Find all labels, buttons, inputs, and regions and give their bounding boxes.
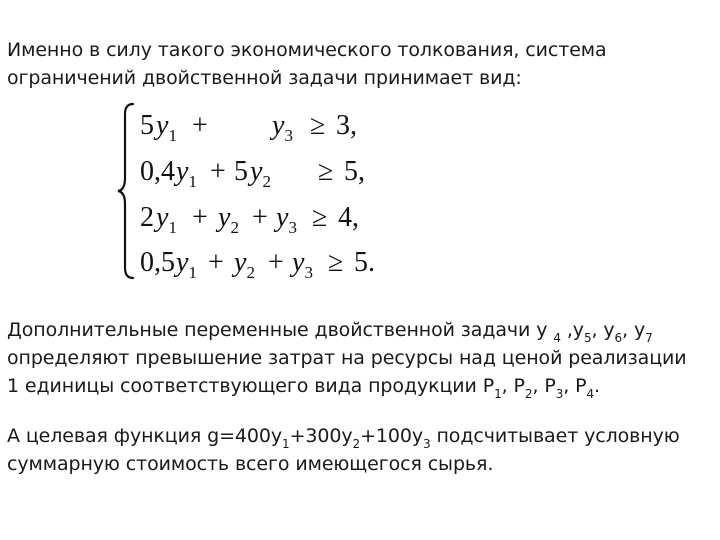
relation-sign: ≥ bbox=[312, 202, 328, 233]
relation-sign: ≥ bbox=[310, 110, 326, 141]
plus-sign: + bbox=[192, 110, 208, 141]
left-brace-icon bbox=[116, 100, 136, 282]
term-var: $y_1$ bbox=[156, 202, 177, 237]
plus-sign: + bbox=[210, 156, 226, 187]
objective-line-1: А целевая функция $g=400y_1+300y_2+100y_3$ подсчитывает условную bbox=[7, 425, 680, 451]
objective-line-2: суммарную стоимость всего имеющегося сырья. bbox=[7, 453, 494, 475]
rhs-value: 5. bbox=[354, 247, 375, 278]
rhs-value: 4, bbox=[338, 202, 359, 233]
term-var: $y_1$ bbox=[176, 247, 197, 282]
constraint-row-2 bbox=[140, 152, 410, 192]
term-coef: 0,5 bbox=[140, 247, 175, 278]
term-var: $y_2$ bbox=[218, 202, 239, 237]
term-coef: 5 bbox=[234, 156, 248, 187]
term-var: $y_3$ bbox=[272, 110, 293, 145]
intro-paragraph bbox=[7, 36, 707, 92]
constraint-row-1 bbox=[140, 106, 410, 146]
constraint-row-3 bbox=[140, 198, 410, 238]
relation-sign: ≥ bbox=[318, 156, 334, 187]
constraint-system bbox=[116, 100, 406, 282]
rhs-value: 5, bbox=[344, 156, 365, 187]
slack-line-2: определяют превышение затрат на ресурсы над ценой реализации bbox=[7, 347, 687, 369]
slack-line-3: 1 единицы соответствующего вида продукции $P_1$, $P_2$, $P_3$, $P_4$. bbox=[7, 375, 600, 401]
term-var: $y_2$ bbox=[234, 247, 255, 282]
term-coef: 2 bbox=[140, 202, 154, 233]
plus-sign: + bbox=[192, 202, 208, 233]
term-var: $y_2$ bbox=[250, 156, 271, 191]
plus-sign: + bbox=[252, 202, 268, 233]
intro-line-1: Именно в силу такого экономического толкования, система bbox=[7, 39, 607, 61]
term-coef: 5 bbox=[140, 110, 154, 141]
term-var: $y_1$ bbox=[156, 110, 177, 145]
slack-variables-paragraph bbox=[7, 316, 707, 400]
term-var: $y_1$ bbox=[176, 156, 197, 191]
rhs-value: 3, bbox=[336, 110, 357, 141]
plus-sign: + bbox=[208, 247, 224, 278]
intro-line-2: ограничений двойственной задачи принимает вид: bbox=[7, 67, 522, 89]
constraint-row-4 bbox=[140, 243, 410, 283]
plus-sign: + bbox=[268, 247, 284, 278]
term-var: $y_3$ bbox=[276, 202, 297, 237]
slack-line-1: Дополнительные переменные двойственной задачи y $_4$ $,y_5$, $y_6$, $y_7$ bbox=[7, 319, 653, 345]
relation-sign: ≥ bbox=[328, 247, 344, 278]
objective-function-paragraph bbox=[7, 422, 707, 478]
term-var: $y_3$ bbox=[292, 247, 313, 282]
term-coef: 0,4 bbox=[140, 156, 175, 187]
